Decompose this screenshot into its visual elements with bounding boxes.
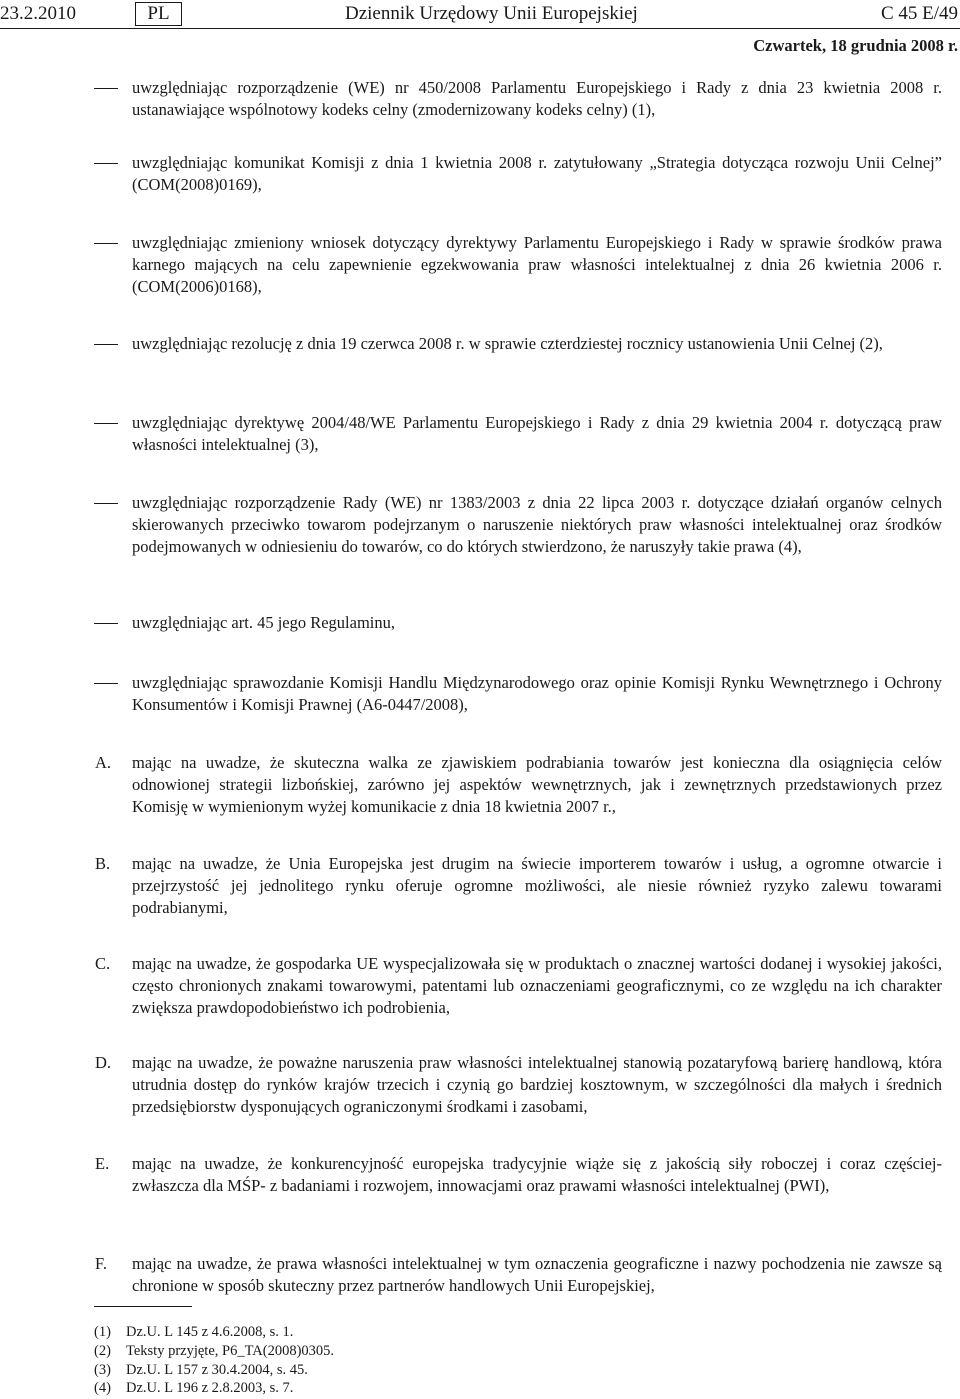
citation-text: uwzględniając rozporządzenie Rady (WE) nr 1383/2003 z dnia 22 lipca 2003 r. dotyczące działań organów celnych skierowanych przeciwko towarom podejrzanym o naruszenie niektórych praw własności intelektualnej oraz środków podejmowanych w odniesieniu do towarów, co do których stwierdzono, że naruszyły takie prawa (4),	[132, 493, 942, 556]
recital-letter: B.	[95, 854, 111, 873]
dash-marker	[94, 243, 118, 244]
footnote-text: Dz.U. L 145 z 4.6.2008, s. 1.	[126, 1324, 294, 1340]
header-divider	[0, 28, 960, 29]
recital-text: mając na uwadze, że gospodarka UE wyspecjalizowała się w produktach o znacznej wartości dodanej i wysokiej jakości, często chronionych znakami towarowymi, patentami lub oznaczeniami geograficznymi, co ze względu na ich charakter zwiększa prawdopodobieństwo ich podrobienia,	[132, 954, 942, 1017]
citation-text: uwzględniając rozporządzenie (WE) nr 450/2008 Parlamentu Europejskiego i Rady z dnia 23 kwietnia 2008 r. ustanawiające wspólnotowy kodeks celny (zmodernizowany kodeks celny) (1),	[132, 78, 942, 119]
footnote-text: Teksty przyjęte, P6_TA(2008)0305.	[126, 1343, 335, 1359]
footnote-text: Dz.U. L 157 z 30.4.2004, s. 45.	[126, 1362, 308, 1378]
language-badge: PL	[135, 2, 182, 26]
citation-text: uwzględniając art. 45 jego Regulaminu,	[132, 613, 396, 632]
recital-letter: D.	[95, 1053, 112, 1072]
recital-text: mając na uwadze, że skuteczna walka ze zjawiskiem podrabiania towarów jest konieczna dla osiągnięcia celów odnowionej strategii lizbońskiej, zarówno jej aspektów wewnętrznych, jak i zewnętrznych przedstawionych przez Komisję w wymienionym wyżej komunikacie z dnia 18 kwietnia 2007 r.,	[132, 753, 942, 816]
recital-letter: F.	[95, 1254, 107, 1273]
recital-text: mając na uwadze, że poważne naruszenia praw własności intelektualnej stanowią pozataryfową barierę handlową, która utrudnia dostęp do rynków krajów trzecich i czynią go bardziej kosztownym, w szczególności dla małych i średnich przedsiębiorstw dysponujących ograniczonymi środkami i zasobami,	[132, 1053, 942, 1116]
recital-text: mając na uwadze, że konkurencyjność europejska tradycyjnie wiąże się z jakością siły roboczej i coraz częściej- zwłaszcza dla MŚP- z badaniami i rozwojem, innowacjami oraz prawami własności intelektualnej (PWI),	[132, 1154, 942, 1195]
session-date: Czwartek, 18 grudnia 2008 r.	[753, 36, 958, 55]
citation-text: uwzględniając sprawozdanie Komisji Handlu Międzynarodowego oraz opinie Komisji Rynku Wewnętrznego i Ochrony Konsumentów i Komisji Prawnej (A6-0447/2008),	[132, 673, 942, 714]
footnote-number: (1)	[94, 1324, 111, 1340]
journal-title: Dziennik Urzędowy Unii Europejskiej	[345, 3, 638, 24]
dash-marker	[94, 623, 118, 624]
footnote-number: (3)	[94, 1362, 111, 1378]
publication-date: 23.2.2010	[0, 3, 76, 24]
recital-text: mając na uwadze, że prawa własności intelektualnej w tym oznaczenia geograficzne i nazwy pochodzenia nie zawsze są chronione w sposób skuteczny przez partnerów handlowych Unii Europejskiej,	[132, 1254, 942, 1295]
dash-marker	[94, 683, 118, 684]
footnote	[94, 1322, 293, 1342]
recital-letter: C.	[95, 954, 111, 973]
footnote	[94, 1378, 293, 1398]
footnote-text: Dz.U. L 196 z 2.8.2003, s. 7.	[126, 1380, 294, 1396]
dash-marker	[94, 503, 118, 504]
dash-marker	[94, 423, 118, 424]
footnote	[94, 1341, 334, 1361]
footnote-divider	[94, 1306, 192, 1307]
recital-letter: E.	[95, 1154, 110, 1173]
citation-text: uwzględniając komunikat Komisji z dnia 1 kwietnia 2008 r. zatytułowany „Strategia dotycząca rozwoju Unii Celnej” (COM(2008)0169),	[132, 153, 942, 194]
dash-marker	[94, 88, 118, 89]
recital-text: mając na uwadze, że Unia Europejska jest drugim na świecie importerem towarów i usług, a ogromne otwarcie i przejrzystość jej jednolitego rynku oferuje ogromne możliwości, ale niesie również ryzyko zalewu towarami podrabianymi,	[132, 854, 942, 917]
issue-reference: C 45 E/49	[880, 3, 958, 24]
recital-letter: A.	[95, 753, 112, 772]
citation-text: uwzględniając zmieniony wniosek dotyczący dyrektywy Parlamentu Europejskiego i Rady w sprawie środków prawa karnego mających na celu zapewnienie egzekwowania praw własności intelektualnej z dnia 26 kwietnia 2006 r. (COM(2006)0168),	[132, 233, 942, 296]
citation-text: uwzględniając rezolucję z dnia 19 czerwca 2008 r. w sprawie czterdziestej rocznicy ustanowienia Unii Celnej (2),	[132, 334, 883, 353]
citation-text: uwzględniając dyrektywę 2004/48/WE Parlamentu Europejskiego i Rady z dnia 29 kwietnia 2004 r. dotyczącą praw własności intelektualnej (3),	[132, 413, 942, 454]
footnote	[94, 1360, 308, 1380]
footnote-number: (4)	[94, 1380, 111, 1396]
footnote-number: (2)	[94, 1343, 111, 1359]
dash-marker	[94, 163, 118, 164]
dash-marker	[94, 344, 118, 345]
